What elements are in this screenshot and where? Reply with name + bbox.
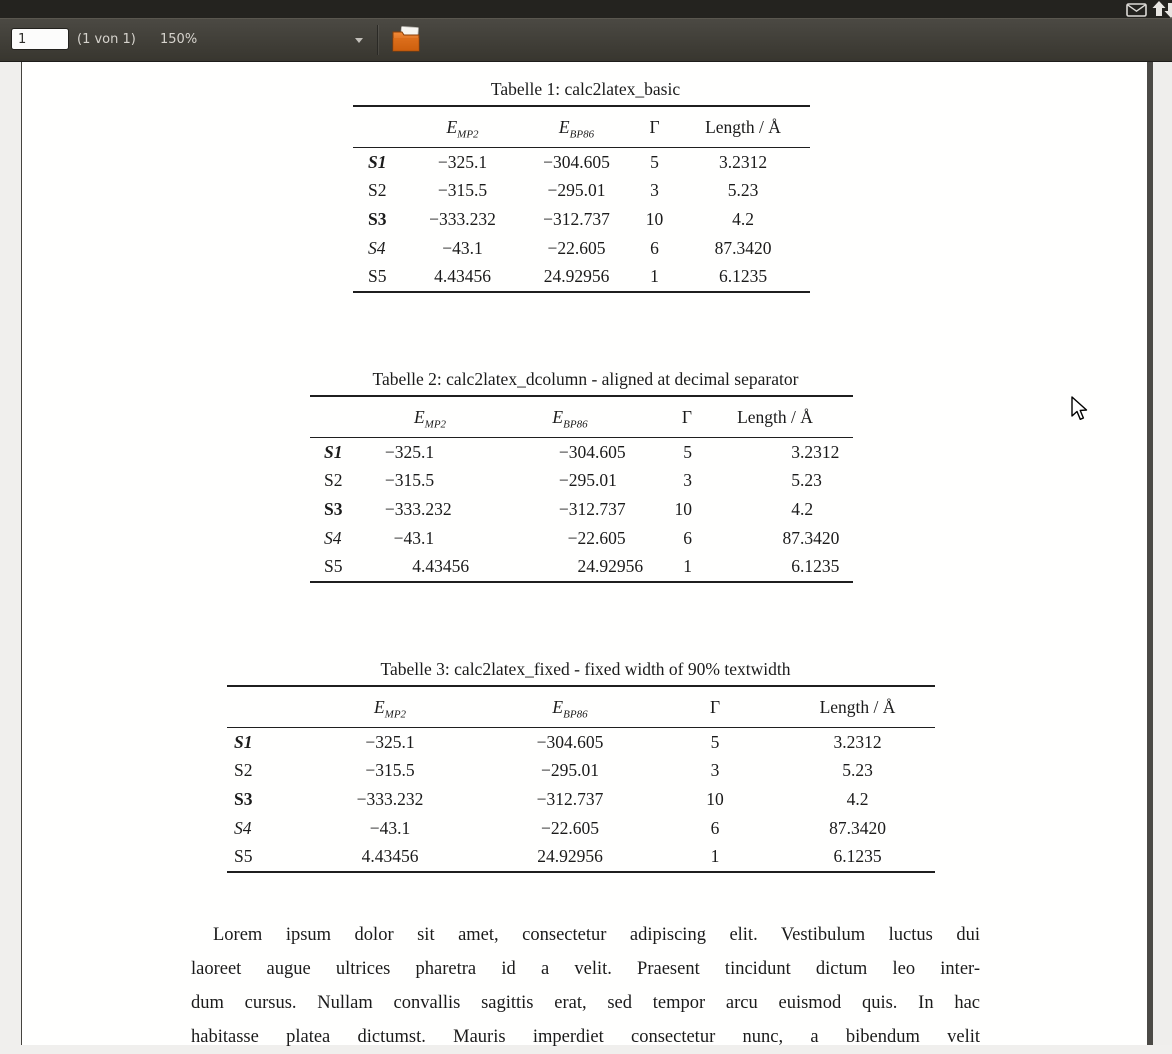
table-row	[310, 467, 853, 496]
vertical-scrollbar-track[interactable]	[1153, 61, 1172, 1045]
cell-emp2: −333.232	[384, 498, 452, 519]
table-3-header-emp2: $E_{MP2}$	[373, 696, 407, 720]
cell-emp2: 4.43456	[412, 556, 470, 577]
row-label: S4	[324, 527, 342, 548]
table-row	[227, 728, 935, 757]
cell-emp2: −325.1	[365, 731, 415, 752]
cell-emp2: −325.1	[384, 441, 435, 462]
cell-gamma: 3	[710, 760, 720, 781]
cell-emp2: −315.5	[384, 470, 435, 491]
cell-ebp86: 24.92956	[577, 556, 644, 577]
table-1-header-gamma: Γ	[649, 116, 660, 137]
toolbar-separator	[377, 25, 378, 55]
cell-length: 6.1235	[718, 266, 768, 287]
row-label: S3	[368, 208, 387, 229]
cell-ebp86: −312.737	[543, 208, 610, 229]
cell-gamma: 10	[674, 498, 692, 519]
table-3-header-length: Length / Å	[819, 696, 896, 717]
paragraph-line: laoreet augue ultrices pharetra id a velit. Praesent tincidunt dictum leo inter-	[191, 959, 980, 979]
row-label: S5	[368, 266, 387, 287]
cell-ebp86: −304.605	[558, 441, 626, 462]
cell-length: 5.23	[727, 180, 759, 201]
cell-gamma: 1	[683, 556, 692, 577]
table-2-header-ebp86: $E_{BP86}$	[552, 406, 588, 430]
paragraph-line: habitasse platea dictumst. Mauris imperdiet consectetur nunc, a bibendum velit	[191, 1027, 980, 1047]
table-row	[227, 757, 935, 786]
cell-ebp86: −312.737	[536, 788, 604, 809]
row-label: S2	[368, 180, 387, 201]
cell-gamma: 6	[710, 817, 720, 838]
table-1	[353, 105, 810, 293]
chevron-down-icon	[355, 38, 363, 43]
top-panel	[0, 0, 1172, 18]
table-3	[227, 685, 935, 873]
row-label: S1	[324, 441, 343, 462]
pdf-toolbar	[0, 18, 1172, 62]
cell-ebp86: −312.737	[558, 498, 626, 519]
table-row	[227, 814, 935, 843]
row-label: S4	[368, 237, 386, 258]
table-1-caption: Tabelle 1: calc2latex_basic	[490, 79, 681, 99]
table-2-header-length: Length / Å	[737, 406, 813, 427]
cell-ebp86: −295.01	[547, 180, 606, 201]
row-label: S3	[234, 788, 253, 809]
cell-gamma: 10	[706, 788, 724, 809]
cell-gamma: 3	[683, 470, 692, 491]
table-row	[227, 785, 935, 814]
table-2-header-gamma: Γ	[681, 406, 692, 427]
cell-length: 4.2	[791, 498, 814, 519]
cell-length: 4.2	[846, 788, 869, 809]
cell-ebp86: −295.01	[541, 760, 599, 781]
updown-arrows-icon[interactable]	[1152, 1, 1172, 18]
cell-gamma: 6	[650, 237, 659, 258]
table-2-block	[191, 368, 980, 583]
row-label: S5	[324, 556, 343, 577]
table-row	[310, 524, 853, 553]
cell-ebp86: −22.605	[547, 237, 606, 258]
table-1-header-ebp86: $E_{BP86}$	[558, 116, 595, 140]
page-count-label: (1 von 1)	[77, 32, 136, 47]
table-2	[310, 395, 853, 583]
page-number-input[interactable]	[11, 28, 69, 50]
pdf-page	[21, 61, 1148, 1045]
table-3-block	[191, 658, 980, 873]
cell-length: 4.2	[732, 208, 754, 229]
cell-emp2: −43.1	[442, 237, 483, 258]
row-label: S2	[234, 760, 253, 781]
open-file-button[interactable]	[389, 24, 423, 56]
cell-length: 3.2312	[833, 731, 882, 752]
cell-gamma: 1	[650, 266, 659, 287]
cell-length: 6.1235	[791, 556, 840, 577]
row-label: S5	[234, 846, 253, 867]
table-1-header-emp2: $E_{MP2}$	[446, 116, 479, 140]
cell-length: 6.1235	[833, 846, 882, 867]
cell-length: 87.3420	[714, 237, 772, 258]
table-3-caption: Tabelle 3: calc2latex_fixed - fixed width of 90% textwidth	[380, 659, 791, 679]
table-1-header-length: Length / Å	[705, 116, 781, 137]
table-1-block	[191, 78, 980, 293]
paragraph-line: dum cursus. Nullam convallis sagittis erat, sed tempor arcu euismod quis. In hac	[191, 993, 980, 1013]
cell-emp2: 4.43456	[361, 846, 419, 867]
cell-ebp86: 24.92956	[543, 266, 610, 287]
row-label: S1	[368, 151, 387, 172]
cell-ebp86: −304.605	[536, 731, 604, 752]
table-row	[310, 552, 853, 581]
table-row	[353, 262, 810, 291]
cell-gamma: 1	[710, 846, 720, 867]
cell-emp2: −315.5	[365, 760, 415, 781]
cell-ebp86: −22.605	[567, 527, 626, 548]
row-label: S4	[234, 817, 252, 838]
cell-emp2: −333.232	[429, 208, 496, 229]
paragraph-line: Lorem ipsum dolor sit amet, consectetur adipiscing elit. Vestibulum luctus dui	[213, 925, 980, 945]
row-label: S3	[324, 498, 343, 519]
zoom-level-control[interactable]	[150, 23, 370, 57]
cell-emp2: −315.5	[437, 180, 488, 201]
cell-gamma: 5	[683, 441, 692, 462]
table-3-header-ebp86: $E_{BP86}$	[552, 696, 588, 720]
cell-length: 3.2312	[791, 441, 840, 462]
cell-ebp86: 24.92956	[537, 846, 603, 867]
cell-gamma: 3	[650, 180, 659, 201]
cell-emp2: −333.232	[356, 788, 424, 809]
cell-emp2: 4.43456	[434, 266, 491, 287]
table-row	[310, 438, 853, 467]
cell-gamma: 6	[683, 527, 692, 548]
cell-ebp86: −304.605	[543, 151, 610, 172]
cell-emp2: −43.1	[369, 817, 411, 838]
cell-length: 5.23	[791, 470, 822, 491]
cell-emp2: −43.1	[393, 527, 435, 548]
cell-gamma: 5	[710, 731, 720, 752]
cell-length: 87.3420	[829, 817, 886, 838]
table-2-caption: Tabelle 2: calc2latex_dcolumn - aligned at decimal separator	[372, 369, 799, 389]
cell-emp2: −325.1	[437, 151, 488, 172]
row-label: S2	[324, 470, 343, 491]
open-folder-icon	[391, 26, 421, 53]
lorem-paragraph	[191, 918, 980, 1054]
table-row	[353, 148, 810, 177]
vertical-scrollbar-thumb[interactable]	[1147, 61, 1153, 1045]
table-row	[227, 842, 935, 871]
table-row	[353, 177, 810, 206]
cell-length: 5.23	[842, 760, 873, 781]
zoom-level-value: 150%	[160, 32, 198, 47]
cell-length: 3.2312	[718, 151, 768, 172]
table-row	[353, 234, 810, 263]
table-row	[353, 205, 810, 234]
table-3-header-gamma: Γ	[709, 696, 721, 717]
document-view-background	[0, 61, 1172, 1045]
cell-ebp86: −22.605	[541, 817, 599, 838]
cell-length: 87.3420	[782, 527, 840, 548]
table-row	[310, 495, 853, 524]
table-2-header-emp2: $E_{MP2}$	[413, 406, 447, 430]
cell-gamma: 10	[645, 208, 664, 229]
cell-ebp86: −295.01	[558, 470, 617, 491]
mail-icon[interactable]	[1126, 3, 1147, 17]
row-label: S1	[234, 731, 253, 752]
cell-gamma: 5	[650, 151, 659, 172]
